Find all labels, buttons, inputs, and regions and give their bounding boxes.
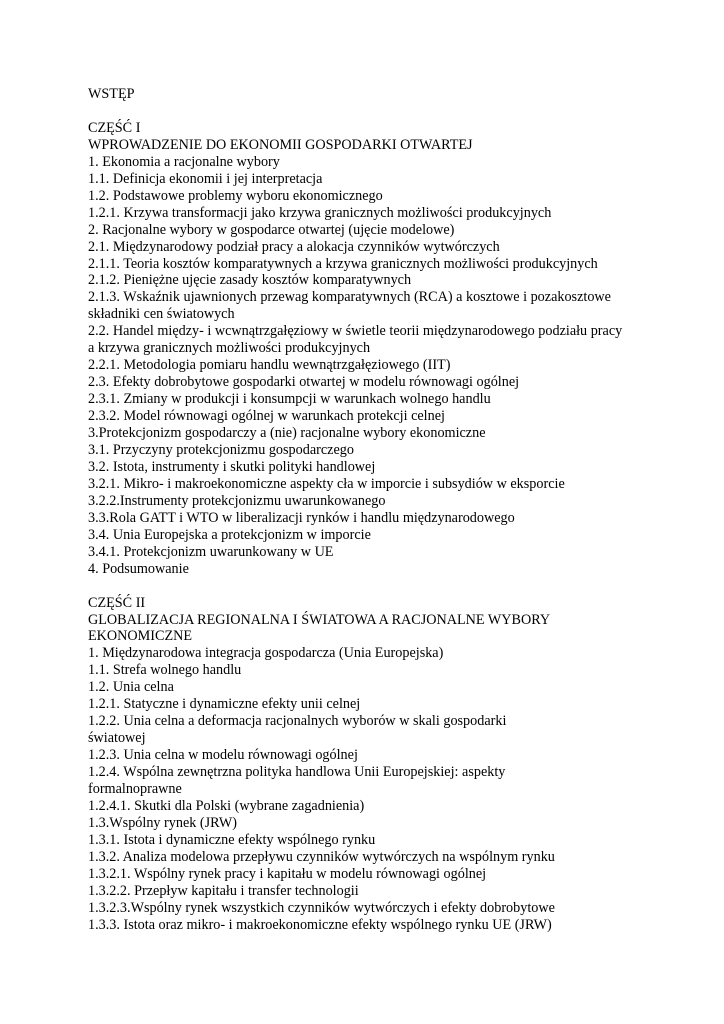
toc-item: światowej xyxy=(88,730,146,747)
toc-item: 3.2.2.Instrumenty protekcjonizmu uwarunkowanego xyxy=(88,492,386,509)
toc-item: 3.2. Istota, instrumenty i skutki polityki handlowej xyxy=(88,458,376,475)
toc-item: 1.3.2.3.Wspólny rynek wszystkich czynników wytwórczych i efekty dobrobytowe xyxy=(88,899,555,916)
toc-item: 4. Podsumowanie xyxy=(88,560,189,577)
toc-item: 1.2.1. Statyczne i dynamiczne efekty unii celnej xyxy=(88,696,361,713)
toc-item: 1.2.3. Unia celna w modelu równowagi ogólnej xyxy=(88,747,358,764)
toc-item: 3.3.Rola GATT i WTO w liberalizacji rynków i handlu międzynarodowego xyxy=(88,509,515,526)
toc-item: 1.2. Podstawowe problemy wyboru ekonomicznego xyxy=(88,187,383,204)
toc-item: 3.Protekcjonizm gospodarczy a (nie) racjonalne wybory ekonomiczne xyxy=(88,425,486,442)
toc-item: formalnoprawne xyxy=(88,781,182,798)
toc-item: 2.2. Handel między- i wcwnątrzgałęziowy w świetle teorii międzynarodowego podziału pracy xyxy=(88,323,623,340)
toc-item: 1.3.Wspólny rynek (JRW) xyxy=(88,814,237,831)
toc-item: 1.2.1. Krzywa transformacji jako krzywa granicznych możliwości produkcyjnych xyxy=(88,204,552,221)
part2-heading: CZĘŚĆ II xyxy=(88,594,146,611)
toc-item: 1.1. Definicja ekonomii i jej interpretacja xyxy=(88,170,323,187)
toc-item: 3.4.1. Protekcjonizm uwarunkowany w UE xyxy=(88,543,334,560)
toc-item: 2.1.3. Wskaźnik ujawnionych przewag komparatywnych (RCA) a kosztowe i pozakosztowe xyxy=(88,289,611,306)
part2-list xyxy=(88,645,688,933)
toc-item: 1.3.1. Istota i dynamiczne efekty wspólnego rynku xyxy=(88,831,376,848)
intro-heading: WSTĘP xyxy=(88,86,135,102)
toc-item: 3.4. Unia Europejska a protekcjonizm w imporcie xyxy=(88,526,371,543)
toc-item: 1.3.3. Istota oraz mikro- i makroekonomiczne efekty wspólnego rynku UE (JRW) xyxy=(88,916,552,933)
toc-item: 1.2.2. Unia celna a deformacja racjonalnych wyborów w skali gospodarki xyxy=(88,713,507,730)
toc-item: 2.3.1. Zmiany w produkcji i konsumpcji w warunkach wolnego handlu xyxy=(88,391,491,408)
toc-item: 2.1.2. Pieniężne ujęcie zasady kosztów komparatywnych xyxy=(88,272,412,289)
toc-item: 1. Ekonomia a racjonalne wybory xyxy=(88,153,280,170)
toc-item: a krzywa granicznych możliwości produkcyjnych xyxy=(88,340,371,357)
toc-item: 1.2.4. Wspólna zewnętrzna polityka handlowa Unii Europejskiej: aspekty xyxy=(88,764,506,781)
toc-item: składniki cen światowych xyxy=(88,306,235,323)
part2-title-line: GLOBALIZACJA REGIONALNA I ŚWIATOWA A RACJONALNE WYBORY xyxy=(88,611,551,628)
table-of-contents xyxy=(88,86,688,934)
toc-item: 2.3. Efekty dobrobytowe gospodarki otwartej w modelu równowagi ogólnej xyxy=(88,374,520,391)
toc-item: 2. Racjonalne wybory w gospodarce otwartej (ujęcie modelowe) xyxy=(88,221,455,238)
toc-item: 3.1. Przyczyny protekcjonizmu gospodarczego xyxy=(88,442,354,458)
toc-item: 3.2.1. Mikro- i makroekonomiczne aspekty cła w imporcie i subsydiów w eksporcie xyxy=(88,475,565,492)
toc-item: 2.1. Międzynarodowy podział pracy a alokacja czynników wytwórczych xyxy=(88,238,500,255)
spacer xyxy=(88,578,688,595)
toc-item: 1.2. Unia celna xyxy=(88,679,174,696)
toc-item: 1. Międzynarodowa integracja gospodarcza (Unia Europejska) xyxy=(88,645,444,662)
part2-title-line: EKONOMICZNE xyxy=(88,628,193,645)
part1-heading: CZĘŚĆ I xyxy=(88,119,141,136)
part1-title: WPROWADZENIE DO EKONOMII GOSPODARKI OTWARTEJ xyxy=(88,136,473,153)
toc-item: 2.2.1. Metodologia pomiaru handlu wewnątrzgałęziowego (IIT) xyxy=(88,357,451,374)
part1-list xyxy=(88,154,688,578)
toc-item: 1.3.2.2. Przepływ kapitału i transfer technologii xyxy=(88,882,359,899)
toc-item: 1.1. Strefa wolnego handlu xyxy=(88,662,242,679)
toc-item: 1.2.4.1. Skutki dla Polski (wybrane zagadnienia) xyxy=(88,798,365,814)
toc-item: 2.1.1. Teoria kosztów komparatywnych a krzywa granicznych możliwości produkcyjnych xyxy=(88,255,598,272)
toc-item: 1.3.2. Analiza modelowa przepływu czynników wytwórczych na wspólnym rynku xyxy=(88,848,555,865)
spacer xyxy=(88,103,688,120)
toc-item: 2.3.2. Model równowagi ogólnej w warunkach protekcji celnej xyxy=(88,408,445,425)
toc-item: 1.3.2.1. Wspólny rynek pracy i kapitału w modelu równowagi ogólnej xyxy=(88,865,487,882)
